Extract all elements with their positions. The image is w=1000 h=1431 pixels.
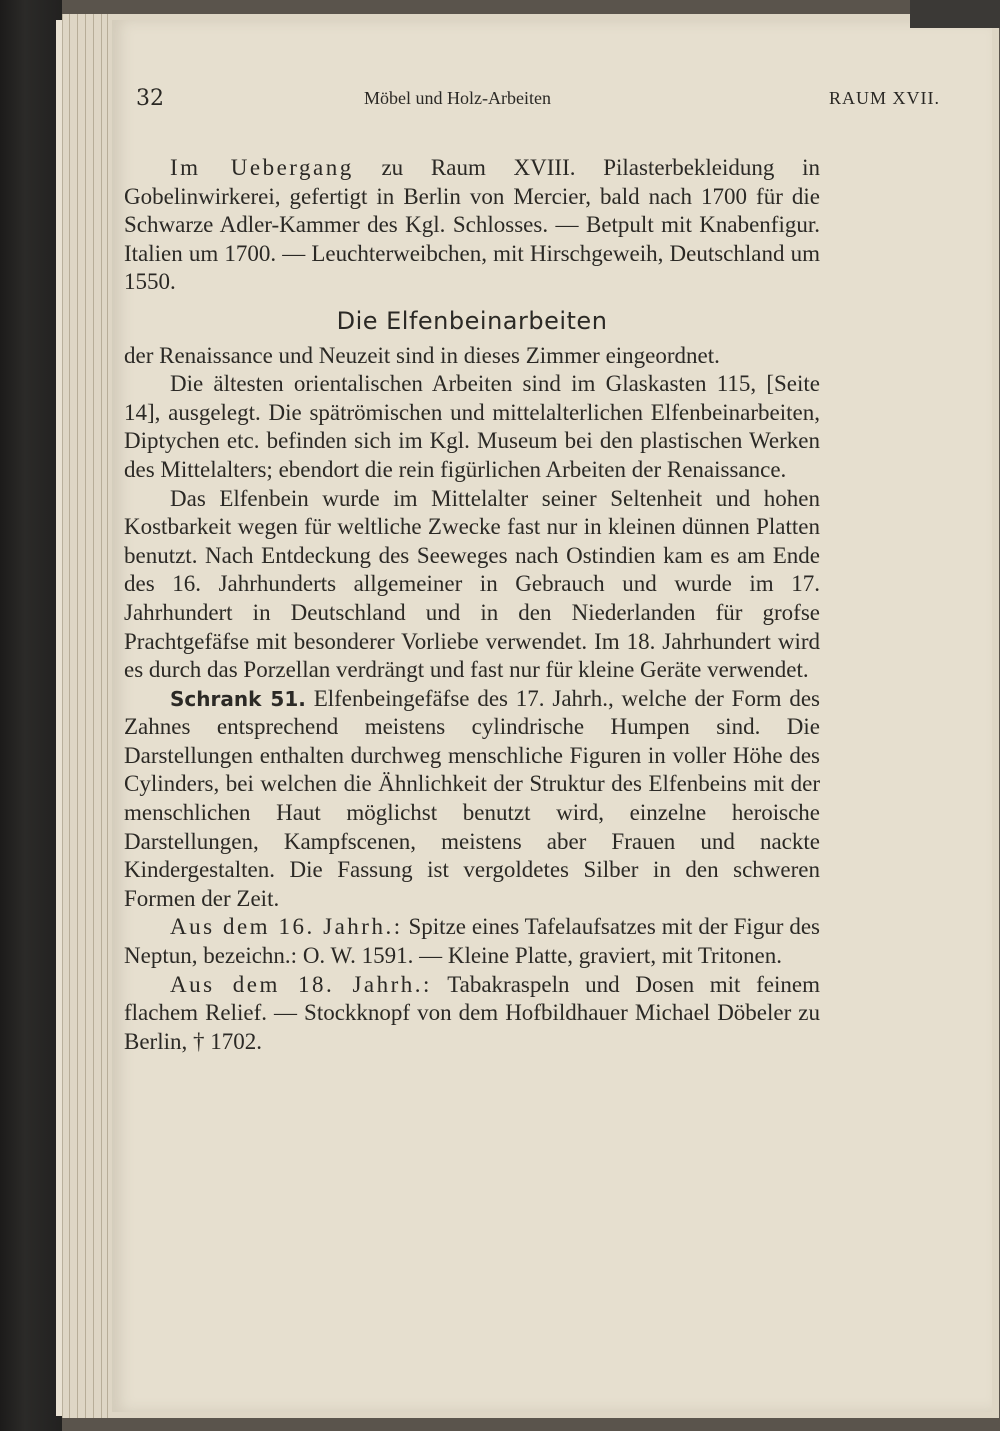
paragraph-lead: Aus dem 16. Jahrh.:: [170, 914, 403, 940]
paragraph-intro: der Renaissance und Neuzeit sind in dieses Zimmer eingeordnet.: [124, 342, 720, 368]
section-label: RAUM XVII.: [829, 88, 940, 108]
paragraph-oriental: Die ältesten orientalischen Arbeiten sind im Glaskasten 115, [Seite 14], ausgelegt. Die spätrömischen und mittelalterlichen Elfenbeinarbeiten, Diptychen etc. befinden sich im Kgl. Museum bei den plastischen Werken des Mittelalters; ebendort die rein figürlichen Arbeiten der Renaissance.: [124, 371, 820, 482]
paragraph-lead: Aus dem 18. Jahrh.:: [170, 971, 432, 997]
background-corner: [910, 0, 1000, 28]
paragraph-history: Das Elfenbein wurde im Mittelalter seiner Seltenheit und hohen Kostbarkeit wegen für weltliche Zwecke fast nur in kleinen dünnen Platten benutzt. Nach Entdeckung des Seeweges nach Ostindien kam es am Ende des 16. Jahrhunderts allgemeiner in Gebrauch und wurde im 17. Jahrhundert in Deutschland und in den Niederlanden für grofse Prachtgefäfse mit besonderer Vorliebe verwendet. Im 18. Jahrhundert wird es durch das Porzellan verdrängt und fast nur für kleine Geräte verwendet.: [124, 485, 820, 683]
book-spine: [0, 0, 62, 1431]
running-title: Möbel und Holz-Arbeiten: [364, 88, 551, 108]
paragraph-16th-century: Aus dem 16. Jahrh.: Spitze eines Tafelaufsatzes mit der Figur des Neptun, bezeichn.: O. W. 1591. — Kleine Platte, graviert, mit Tritonen.: [124, 914, 820, 969]
paragraph-18th-century: Aus dem 18. Jahrh.: Tabakraspeln und Dosen mit feinem flachem Relief. — Stockknopf von dem Hofbildhauer Michael Döbeler zu Berlin, † 1702.: [124, 971, 820, 1054]
paragraph-lead: Im Uebergang: [170, 155, 354, 180]
paragraph-transition: Im Uebergang zu Raum XVIII. Pilasterbekleidung in Gobelinwirkerei, gefertigt in Berlin von Mercier, bald nach 1700 für die Schwarze Adler-Kammer des Kgl. Schlosses. — Betpult mit Knabenfigur. Italien um 1700. — Leuchterweibchen, mit Hirschgeweih, Deutschland um 1550.: [124, 155, 821, 295]
running-header: [136, 86, 940, 116]
body-text: [124, 154, 820, 1056]
page-number: 32: [136, 86, 164, 111]
paragraph-lead: Schrank 51.: [170, 686, 306, 711]
paragraph-schrank-51: Schrank 51. Elfenbeingefäfse des 17. Jahrh., welche der Form des Zahnes entsprechend meistens cylindrische Humpen sind. Die Darstellungen enthalten durchweg menschliche Figuren in voller Höhe des Cylinders, bei welchen die Ähnlichkeit der Struktur des Elfenbeins mit der menschlichen Haut möglichst benutzt wird, einzelne heroische Darstellungen, Kampfscenen, meistens aber Frauen und nackte Kindergestalten. Die Fassung ist vergoldetes Silber in den schweren Formen der Zeit.: [124, 685, 820, 911]
section-heading: Die Elfenbeinarbeiten: [336, 306, 608, 335]
